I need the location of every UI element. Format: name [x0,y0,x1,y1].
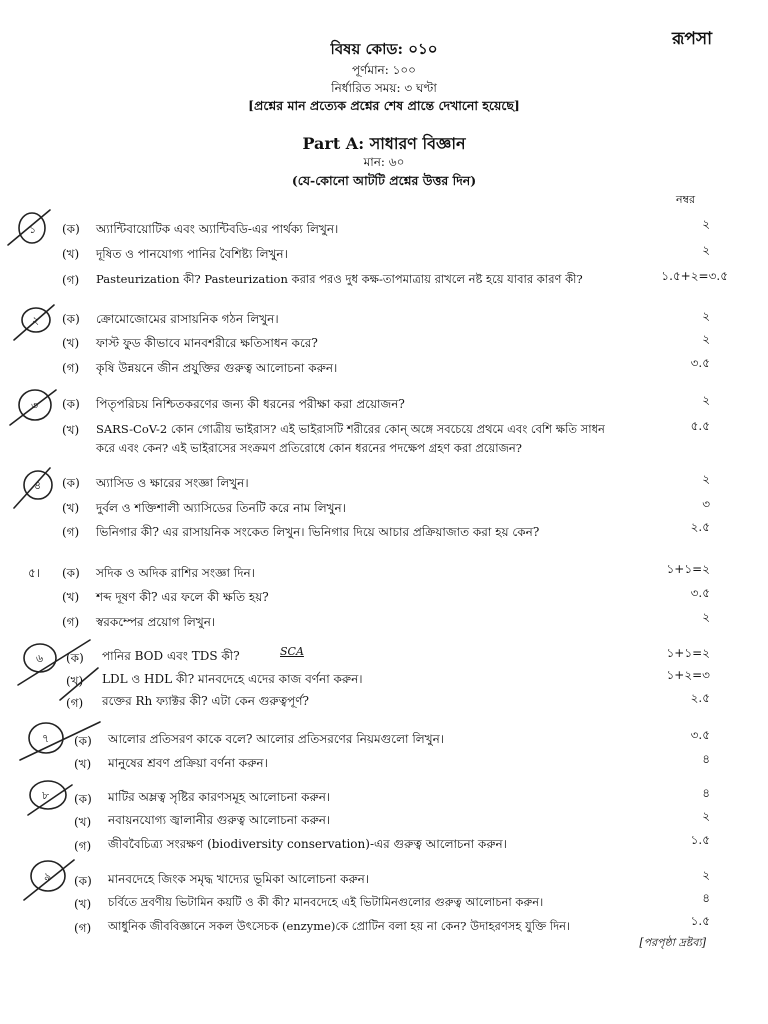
question-text: স্বরকম্পের প্রয়োগ লিখুন। [96,615,216,629]
exam-time: নির্ধারিত সময়: ৩ ঘণ্টা [331,81,437,95]
svg-text:৪: ৪ [34,479,42,492]
watermark-text: রূপসা [672,29,713,49]
part-label: (খ) [62,247,80,261]
question-marks: ২ [702,393,710,407]
question-marks: ৪ [702,752,710,766]
question-text: পানির BOD এবং TDS কী? [102,649,240,663]
question-marks: ২.৫ [690,520,710,534]
part-label: (গ) [74,921,92,935]
question-text: নবায়নযোগ্য জ্বালানীর গুরুত্ব আলোচনা করুন। [108,813,331,827]
question-marks: ২ [702,809,710,823]
part-title: Part A: সাধারণ বিজ্ঞান [302,134,466,153]
question-text: মানবদেহে জিংক সমৃদ্ধ খাদ্যের ভূমিকা আলোচনা করুন। [108,872,370,886]
question-text: শব্দ দূষণ কী? এর ফলে কী ক্ষতি হয়? [96,590,269,604]
question-text: LDL ও HDL কী? মানবদেহে এদের কাজ বর্ণনা করুন। [102,672,363,686]
part-label: (খ) [62,590,80,604]
marks-column-header: নম্বর [676,193,696,206]
part-label: (গ) [66,696,84,710]
question-text: চর্বিতে দ্রবণীয় ভিটামিন কয়টি ও কী কী? মানবদেহে এই ভিটামিনগুলোর গুরুত্ব আলোচনা করুন। [108,895,544,909]
handwritten-annotation: SCA [280,645,304,658]
question-text: ক্রোমোজোমের রাসায়নিক গঠন লিখুন। [96,312,279,326]
marks-note: [প্রশ্নের মান প্রত্যেক প্রশ্নের শেষ প্রান্তে দেখানো হয়েছে] [248,98,520,113]
part-label: (খ) [74,815,92,829]
part-label: (খ) [66,674,84,688]
part-label: (ক) [62,397,80,411]
part-marks: মান: ৬০ [363,155,405,169]
part-label: (খ) [62,423,80,437]
question-text: সদিক ও অদিক রাশির সংজ্ঞা দিন। [96,566,255,580]
question-marks: ৪ [702,891,710,905]
instruction: (যে-কোনো আটটি প্রশ্নের উত্তর দিন) [291,173,477,188]
question-marks: ৫.৫ [690,419,710,433]
question-text: মানুষের শ্রবণ প্রক্রিয়া বর্ণনা করুন। [108,756,268,770]
question-marks: ৩.৫ [690,728,710,742]
part-label: (খ) [62,336,80,350]
part-label: (গ) [62,361,80,375]
question-text: ফাস্ট ফুড কীভাবে মানবশরীরে ক্ষতিসাধন করে? [96,336,318,350]
question-marks: ২.৫ [690,691,710,705]
svg-text:৬: ৬ [36,652,44,665]
part-label: (খ) [74,897,92,911]
question-marks: ২ [702,217,710,231]
question-text: দূষিত ও পানযোগ্য পানির বৈশিষ্ট্য লিখুন। [96,247,288,261]
question-text: Pasteurization কী? Pasteurization করার পরও দুধ কক্ষ-তাপমাত্রায় রাখলে নষ্ট হয়ে যাবার কারণ কী? [96,272,583,286]
part-label: (গ) [62,525,80,539]
question-text-continued: করে এবং কেন? এই ভাইরাসের সংক্রমণ প্রতিরোধে কোন ধরনের পদক্ষেপ গ্রহণ করা প্রয়োজন? [96,441,522,455]
part-label: (খ) [62,501,80,515]
svg-text:৩: ৩ [31,399,39,412]
question-marks: ২ [702,309,710,323]
question-marks: ২ [702,868,710,882]
part-label: (ক) [74,792,92,806]
svg-text:১: ১ [29,223,37,236]
question-text: আলোর প্রতিসরণ কাকে বলে? আলোর প্রতিসরণের নিয়মগুলো লিখুন। [108,732,445,746]
svg-text:৮: ৮ [42,789,50,802]
question-text: ভিনিগার কী? এর রাসায়নিক সংকেত লিখুন। ভিনিগার দিয়ে আচার প্রক্রিয়াজাত করা হয় কেন? [96,525,540,539]
question-marks: ২ [702,610,710,624]
question-marks: ৪ [702,786,710,800]
question-marks: ২ [702,332,710,346]
question-marks: ১+১=২ [666,562,710,576]
next-page-note: [পরপৃষ্ঠা দ্রষ্টব্য] [639,936,706,949]
part-label: (গ) [62,273,80,287]
question-marks: ১.৫ [690,914,710,928]
part-label: (ক) [62,476,80,490]
question-marks: ২ [702,472,710,486]
part-label: (ক) [66,651,84,665]
part-label: (গ) [62,615,80,629]
svg-text:৭: ৭ [42,732,50,745]
question-text: মাটির অম্লত্ব সৃষ্টির কারণসমূহ আলোচনা করুন। [108,790,331,804]
question-marks: ৩.৫ [690,356,710,370]
question-marks: ৩.৫ [690,586,710,600]
question-number: ৫। [28,566,41,580]
subject-code: বিষয় কোড: ০১০ [330,40,438,58]
question-text: SARS-CoV-2 কোন গোত্রীয় ভাইরাস? এই ভাইরাসটি শরীরের কোন্ অঙ্গে সবচেয়ে প্রথমে এবং বেশি ক্ষতি সাধন [96,422,605,436]
part-label: (খ) [74,757,92,771]
question-text: আধুনিক জীববিজ্ঞানে সকল উৎসেচক (enzyme)কে প্রোটিন বলা হয় না কেন? উদাহরণসহ যুক্তি দিন। [108,919,571,933]
question-text: অ্যাসিড ও ক্ষারের সংজ্ঞা লিখুন। [96,476,249,490]
question-text: পিতৃপরিচয় নিশ্চিতকরণের জন্য কী ধরনের পরীক্ষা করা প্রয়োজন? [96,397,405,411]
svg-text:২: ২ [32,314,40,327]
svg-text:৯: ৯ [44,870,52,883]
question-text: অ্যান্টিবায়োটিক এবং অ্যান্টিবডি-এর পার্থক্য লিখুন। [96,222,339,236]
full-marks: পূর্ণমান: ১০০ [352,63,416,77]
part-label: (ক) [62,222,80,236]
question-marks: ১.৫ [690,833,710,847]
question-text: দুর্বল ও শক্তিশালী অ্যাসিডের তিনটি করে নাম লিখুন। [96,501,346,515]
part-label: (ক) [74,734,92,748]
question-text: রক্তের Rh ফ্যাক্টর কী? এটা কেন গুরুত্বপূর্ণ? [102,694,309,708]
question-marks: ১+১=২ [666,646,710,660]
question-text: জীববৈচিত্র্য সংরক্ষণ (biodiversity conservation)-এর গুরুত্ব আলোচনা করুন। [108,837,507,851]
question-marks: ১+২=৩ [666,668,710,682]
part-label: (ক) [62,566,80,580]
part-label: (ক) [74,874,92,888]
question-marks: ৩ [702,497,710,511]
part-label: (গ) [74,839,92,853]
question-marks: ২ [702,243,710,257]
question-marks: ১.৫+২=৩.৫ [661,269,728,283]
part-label: (ক) [62,312,80,326]
question-text: কৃষি উন্নয়নে জীন প্রযুক্তির গুরুত্ব আলোচনা করুন। [96,361,338,375]
